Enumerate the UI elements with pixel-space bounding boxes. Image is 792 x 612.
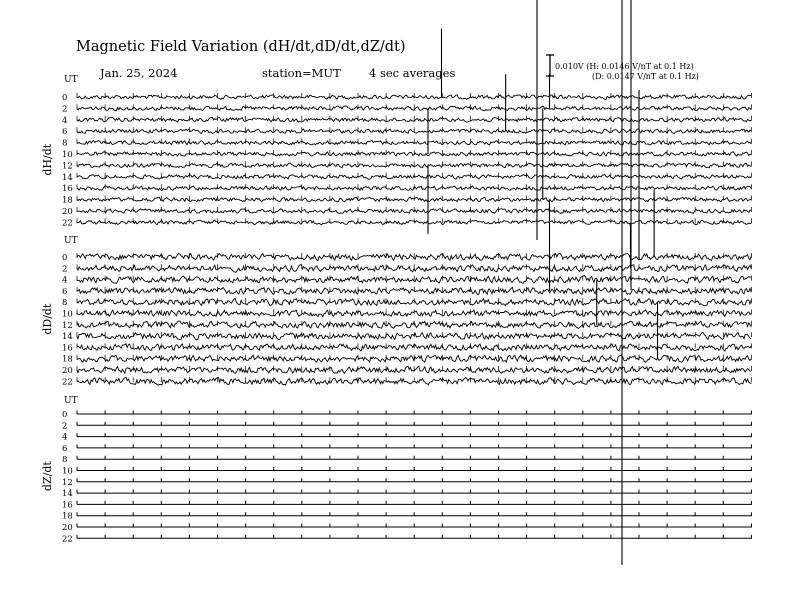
hour-ticks bbox=[77, 478, 751, 482]
hour-tick-label: 16 bbox=[62, 343, 73, 354]
hour-tick-label: 2 bbox=[62, 104, 68, 115]
panels bbox=[41, 29, 752, 545]
overlay-lines bbox=[537, 0, 639, 565]
hour-tick-label: 14 bbox=[62, 489, 73, 500]
hour-tick-label: 12 bbox=[62, 161, 73, 172]
hour-tick-label: 6 bbox=[62, 443, 68, 454]
hour-tick-label: 2 bbox=[62, 264, 68, 275]
hour-tick-label: 22 bbox=[62, 218, 73, 229]
hour-ticks bbox=[77, 161, 751, 166]
hour-tick-label: 18 bbox=[62, 195, 73, 206]
hour-ticks bbox=[77, 444, 751, 448]
hour-tick-label: 4 bbox=[62, 275, 68, 286]
observation-date: Jan. 25, 2024 bbox=[100, 66, 178, 80]
station-name: station=MUT bbox=[262, 66, 341, 80]
hour-tick-label: 18 bbox=[62, 354, 73, 365]
hour-ticks bbox=[77, 332, 751, 337]
hour-ticks bbox=[77, 512, 751, 516]
hour-tick-label: 8 bbox=[62, 455, 68, 466]
hour-tick-label: 10 bbox=[62, 309, 73, 320]
hour-ticks bbox=[77, 535, 751, 539]
hour-tick-label: 2 bbox=[62, 421, 68, 432]
averaging-note: 4 sec averages bbox=[369, 66, 456, 80]
hour-ticks bbox=[77, 501, 751, 505]
hour-ticks bbox=[77, 524, 751, 528]
hour-tick-label: 8 bbox=[62, 298, 68, 309]
panel-dD-dt bbox=[41, 189, 751, 387]
hour-ticks bbox=[77, 456, 751, 460]
scale-bar-icon bbox=[546, 55, 554, 76]
panel-dZ-dt bbox=[41, 396, 752, 544]
hour-tick-label: 22 bbox=[62, 534, 73, 545]
hour-ticks bbox=[77, 411, 751, 415]
scale-label-h: 0.010V (H: 0.0146 V/nT at 0.1 Hz) bbox=[555, 62, 694, 71]
hour-ticks bbox=[77, 467, 751, 471]
ut-label: UT bbox=[64, 236, 78, 246]
hour-tick-label: 20 bbox=[62, 207, 73, 217]
hour-tick-label: 0 bbox=[62, 93, 68, 103]
hour-tick-label: 12 bbox=[62, 320, 73, 331]
hour-ticks bbox=[77, 422, 751, 426]
hour-tick-label: 6 bbox=[62, 127, 68, 138]
panel-dH-dt bbox=[41, 29, 751, 234]
hour-tick-label: 6 bbox=[62, 286, 68, 297]
hour-tick-label: 0 bbox=[62, 410, 68, 420]
hour-tick-label: 20 bbox=[62, 366, 73, 376]
hour-tick-label: 16 bbox=[62, 500, 73, 511]
hour-ticks bbox=[77, 433, 751, 437]
hour-ticks bbox=[77, 377, 751, 382]
ut-label: UT bbox=[64, 396, 78, 406]
hour-tick-label: 22 bbox=[62, 377, 73, 388]
chart-title: Magnetic Field Variation (dH/dt,dD/dt,dZ/dt) bbox=[76, 39, 406, 55]
hour-tick-label: 4 bbox=[62, 115, 68, 126]
hour-tick-label: 4 bbox=[62, 432, 68, 443]
hour-tick-label: 20 bbox=[62, 523, 73, 533]
hour-ticks bbox=[77, 173, 751, 178]
hour-ticks bbox=[77, 366, 751, 371]
panel-axis-label: dD/dt bbox=[41, 303, 54, 335]
panel-axis-label: dZ/dt bbox=[41, 461, 54, 492]
panel-axis-label: dH/dt bbox=[41, 143, 54, 176]
hour-tick-label: 16 bbox=[62, 184, 73, 195]
scale-label-d: (D: 0.0147 V/nT at 0.1 Hz) bbox=[592, 72, 699, 81]
hour-tick-label: 8 bbox=[62, 138, 68, 149]
hour-tick-label: 18 bbox=[62, 511, 73, 522]
hour-tick-label: 14 bbox=[62, 172, 73, 183]
hour-tick-label: 12 bbox=[62, 477, 73, 488]
hour-ticks bbox=[77, 490, 751, 494]
hour-tick-label: 14 bbox=[62, 332, 73, 343]
hour-tick-label: 10 bbox=[62, 466, 73, 477]
hour-tick-label: 10 bbox=[62, 150, 73, 160]
hour-tick-label: 0 bbox=[62, 253, 68, 263]
ut-label: UT bbox=[64, 75, 78, 85]
